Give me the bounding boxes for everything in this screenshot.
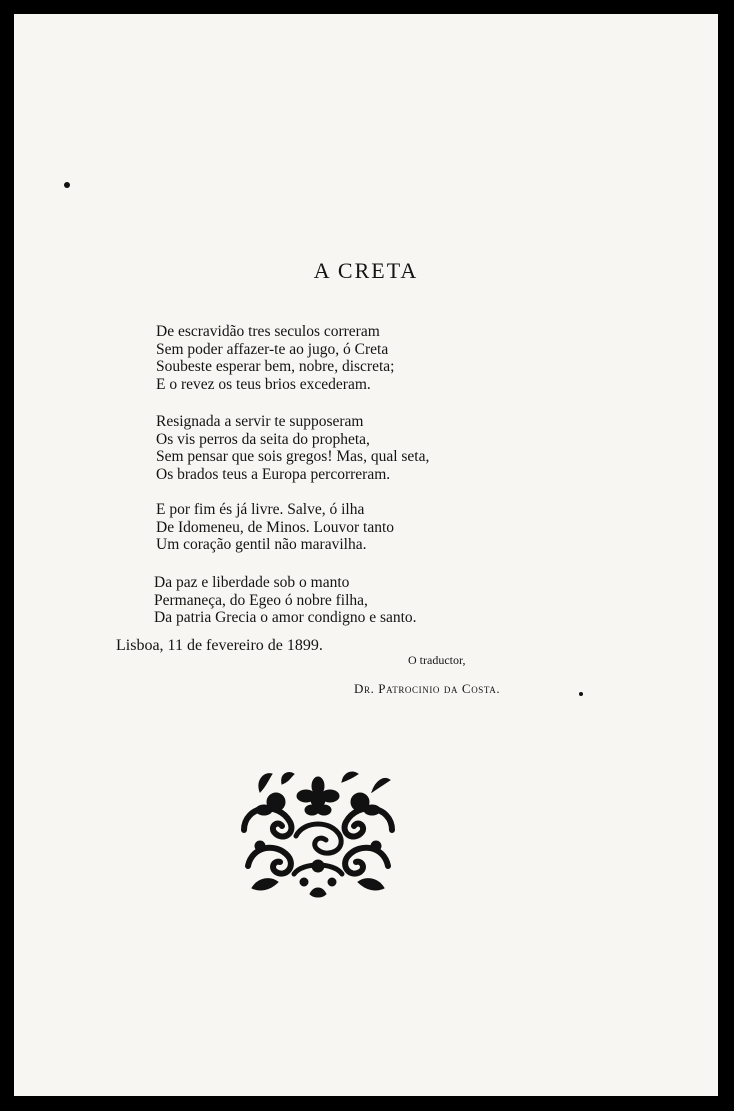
verse-line: Um coração gentil não maravilha. [156, 536, 367, 553]
verse-line: E por fim és já livre. Salve, ó ilha [156, 501, 365, 518]
stanza-2 [156, 413, 429, 483]
verse-line: Permaneça, do Egeo ó nobre filha, [154, 591, 368, 609]
ink-speck [579, 692, 583, 696]
verse-line: Sem pensar que sois gregos! Mas, qual seta, [156, 448, 430, 465]
translator-label: O traductor, [408, 653, 466, 667]
verse-line: Sem poder affazer-te ao jugo, ó Creta [156, 340, 389, 358]
stanza-1 [156, 323, 394, 393]
verse-line: De Idomeneu, de Minos. Louvor tanto [156, 518, 395, 536]
translator-name: Dr. Patrocinio da Costa. [354, 681, 501, 696]
verse-line: Os vis perros da seita do propheta, [156, 430, 370, 448]
poem-title: A CRETA [313, 258, 419, 283]
verse-line: Resignada a servir te supposeram [156, 413, 364, 430]
verse-line: De escravidão tres seculos correram [156, 323, 380, 340]
book-page [14, 14, 718, 1096]
verse-line: Soubeste esperar bem, nobre, discreta; [156, 358, 395, 375]
verse-line: Da patria Grecia o amor condigno e santo. [154, 609, 417, 626]
verse-line: E o revez os teus brios excederam. [156, 375, 371, 393]
verse-line: Os brados teus a Europa percorreram. [156, 465, 391, 483]
verse-line: Da paz e liberdade sob o manto [154, 574, 350, 591]
place-date: Lisboa, 11 de fevereiro de 1899. [116, 637, 323, 654]
stanza-3 [156, 501, 394, 554]
stanza-4 [154, 574, 417, 627]
floral-vignette-icon [238, 770, 398, 898]
ink-speck [64, 182, 70, 188]
